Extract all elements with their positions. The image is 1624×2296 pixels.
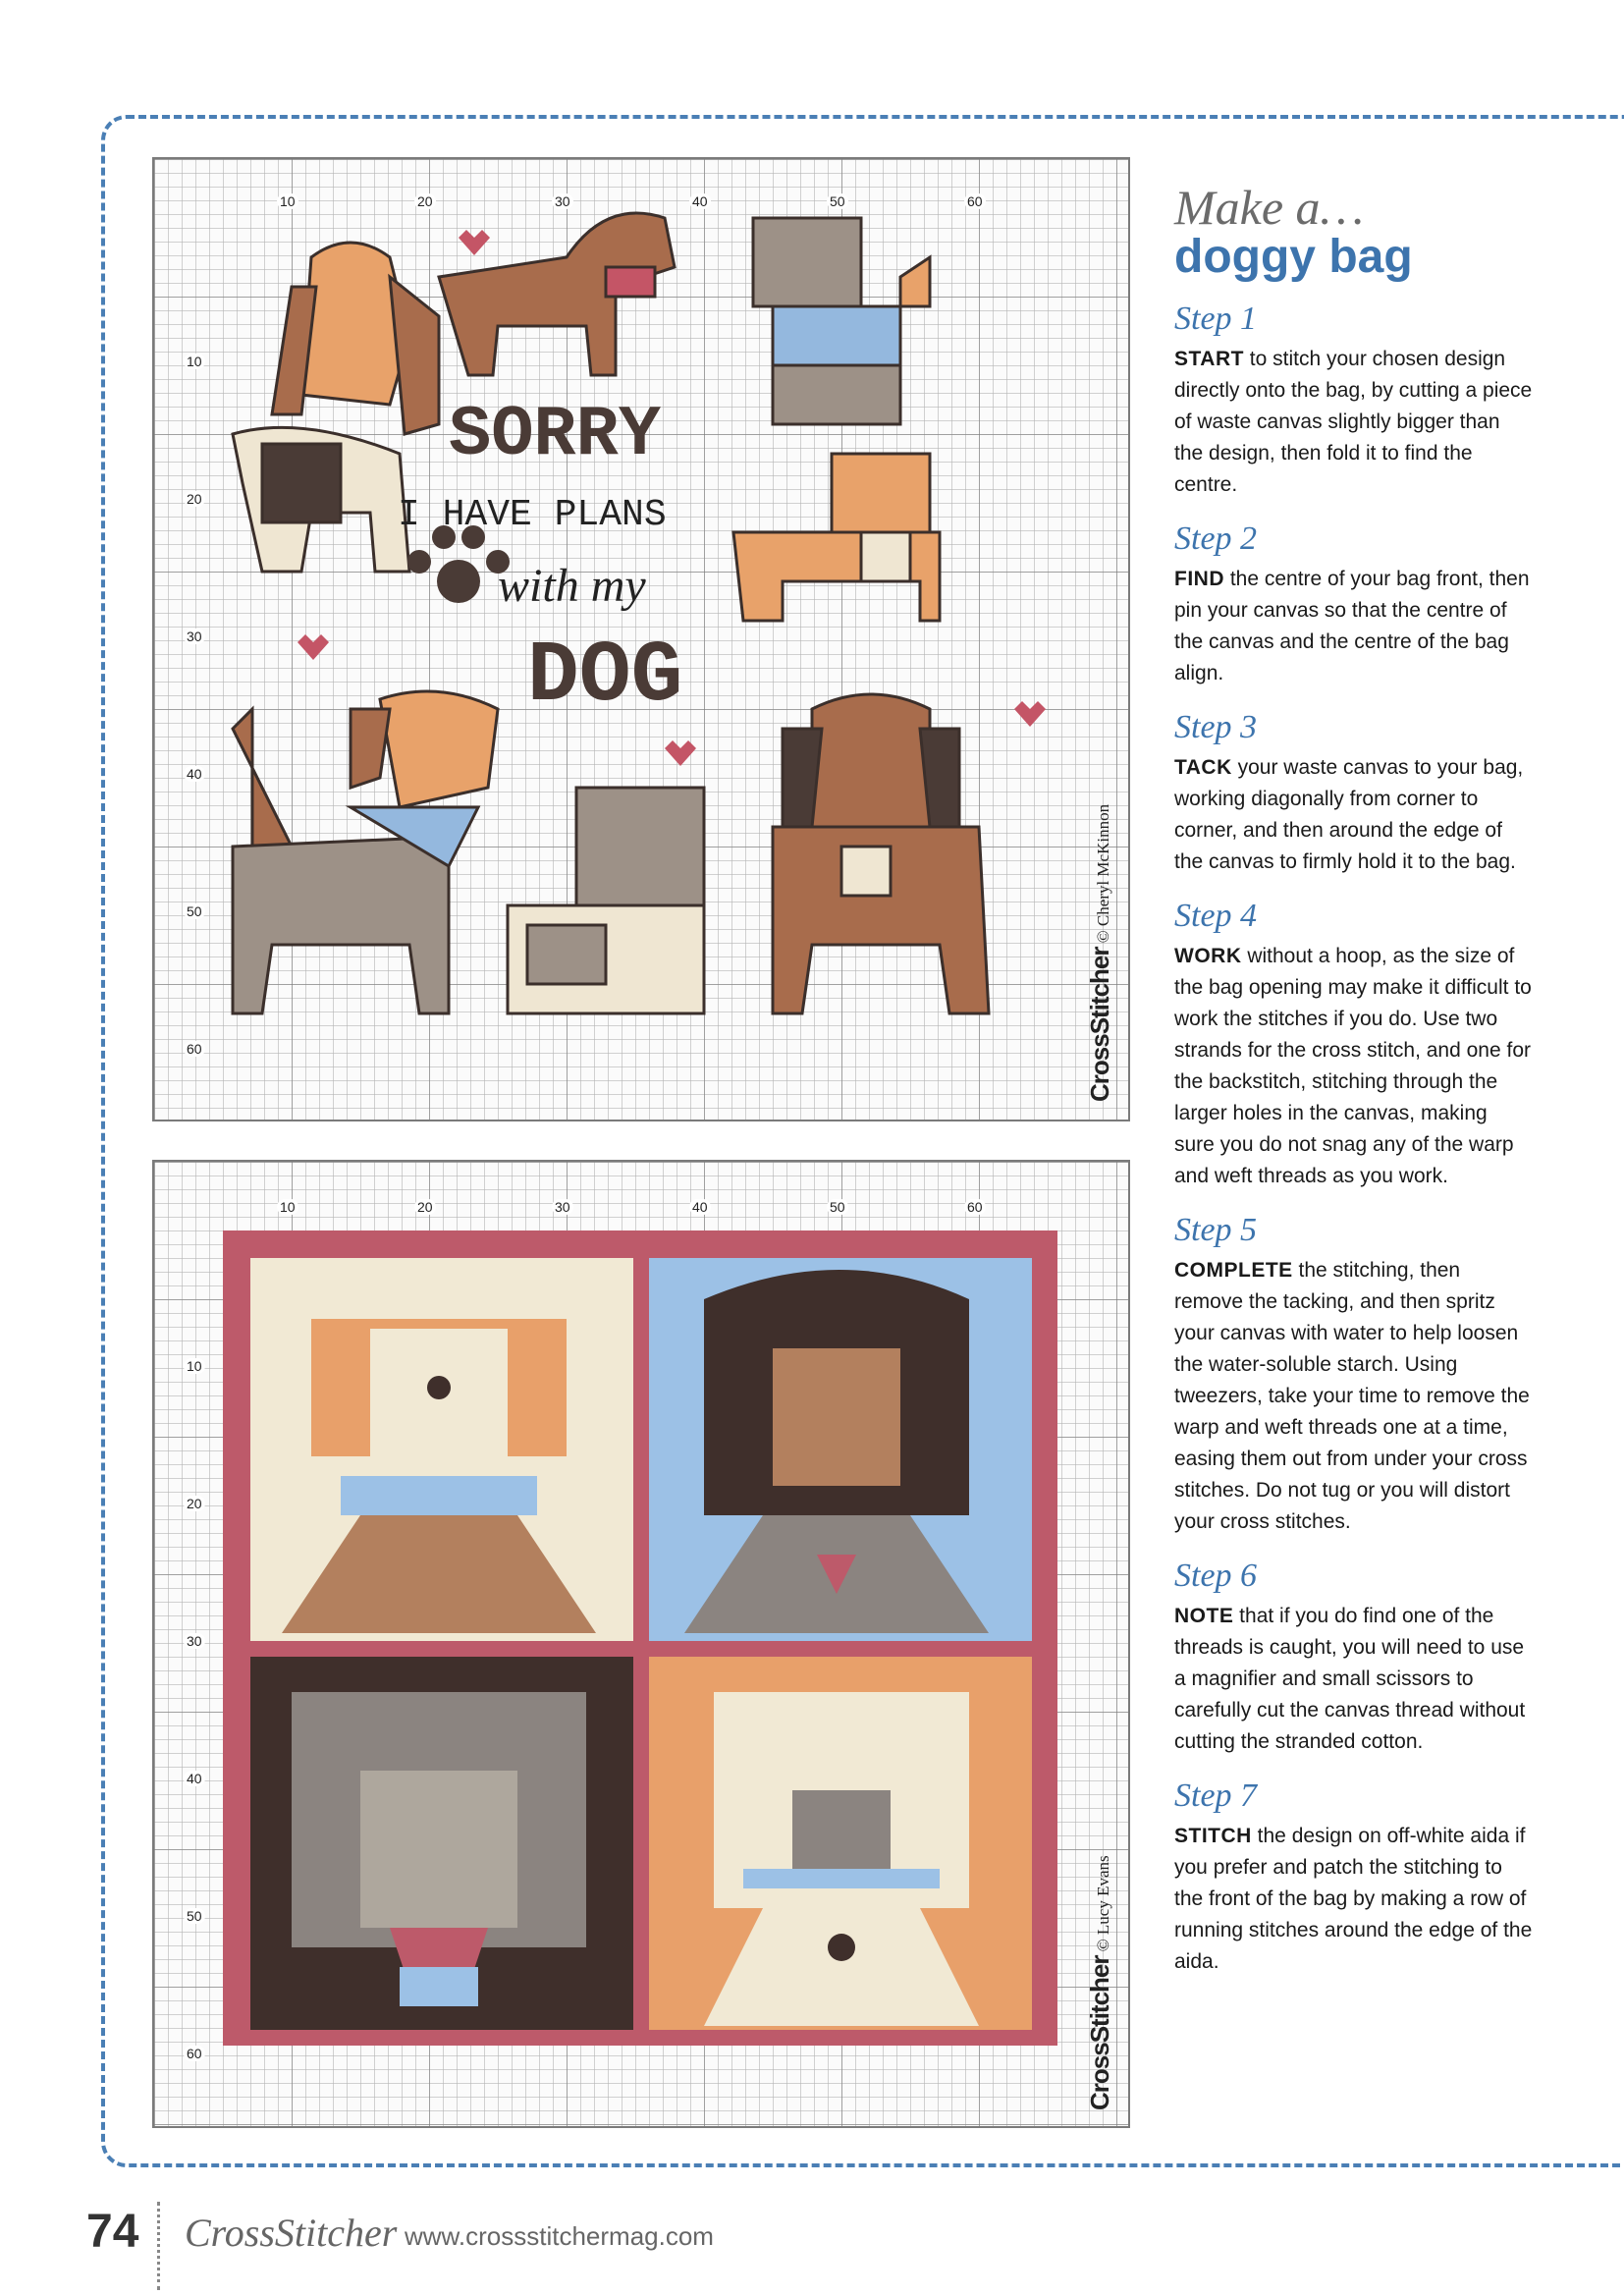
step-text: the centre of your bag front, then pin your canvas so that the centre of the canvas and the centre of the bag align. — [1174, 568, 1530, 684]
step-text: that if you do find one of the threads is caught, you will need to use a magnifier and small scissors to carefully cut the canvas thread without cutting the stranded cotton. — [1174, 1605, 1526, 1753]
page-number: 74 — [86, 2206, 139, 2258]
step-body — [1174, 752, 1533, 878]
step-body — [1174, 1601, 1533, 1758]
brown-dog — [773, 694, 989, 1013]
x-tick-label: 30 — [552, 193, 573, 209]
pug-dog — [753, 218, 930, 424]
step-body — [1174, 564, 1533, 689]
y-tick-label: 60 — [184, 1041, 205, 1057]
step-7 — [1174, 1776, 1533, 1978]
x-tick-label: 10 — [277, 193, 298, 209]
credit-designer: © Lucy Evans — [1094, 1855, 1112, 1952]
x-tick-label: 60 — [964, 1199, 986, 1215]
step-lead: FIND — [1174, 568, 1224, 590]
dachshund-dog — [439, 213, 675, 375]
y-tick-label: 30 — [184, 1633, 205, 1649]
x-tick-label: 40 — [689, 1199, 711, 1215]
y-tick-label: 40 — [184, 1771, 205, 1786]
step-title: Step 2 — [1174, 520, 1258, 557]
step-6 — [1174, 1556, 1533, 1758]
step-title: Step 7 — [1174, 1777, 1258, 1814]
y-tick-label: 10 — [184, 354, 205, 369]
chart-credit — [1085, 1855, 1115, 2110]
chart-credit — [1085, 804, 1115, 1102]
step-text: the stitching, then remove the tacking, and then spritz your canvas with water to help loosen the water-soluble starch. Using tweezers, take your time to remove the warp and weft threads one at a time, easing them out from under your cross stitches. Do not tug or you will distort your cross stitches. — [1174, 1259, 1530, 1533]
y-tick-label: 20 — [184, 491, 205, 507]
x-tick-label: 60 — [964, 193, 986, 209]
y-tick-label: 20 — [184, 1496, 205, 1511]
step-body — [1174, 1255, 1533, 1538]
spotted-dog — [233, 691, 498, 1013]
credit-designer: © Cheryl McKinnon — [1094, 803, 1112, 944]
step-title: Step 4 — [1174, 898, 1258, 934]
step-lead: STITCH — [1174, 1825, 1252, 1847]
step-4 — [1174, 896, 1533, 1192]
text-dog: DOG — [527, 629, 683, 726]
step-title: Step 5 — [1174, 1212, 1258, 1248]
step-title: Step 6 — [1174, 1558, 1258, 1594]
step-body — [1174, 941, 1533, 1192]
chart1-artwork — [154, 159, 1128, 1120]
footer-divider — [157, 2202, 160, 2290]
credit-brand: CrossStitcher — [1085, 947, 1114, 1102]
step-body — [1174, 344, 1533, 501]
chart2-artwork — [154, 1162, 1128, 2126]
y-tick-label: 50 — [184, 903, 205, 919]
text-plans: I HAVE PLANS — [398, 494, 667, 536]
x-tick-label: 10 — [277, 1199, 298, 1215]
step-lead: NOTE — [1174, 1605, 1234, 1627]
x-tick-label: 50 — [827, 193, 848, 209]
step-text: without a hoop, as the size of the bag opening may make it difficult to work the stitches if you do. Use two strands for the cross stitch, and one for the backstitch, stitching through the larger holes in the canvas, making sure you do not snag any of the warp and weft threads as you work. — [1174, 945, 1532, 1187]
chart-dog-portraits — [152, 1160, 1130, 2128]
x-tick-label: 40 — [689, 193, 711, 209]
x-tick-label: 50 — [827, 1199, 848, 1215]
westie-dog — [704, 1692, 979, 2026]
y-tick-label: 40 — [184, 766, 205, 782]
step-2 — [1174, 519, 1533, 689]
step-3 — [1174, 707, 1533, 878]
website-url[interactable]: www.crossstitchermag.com — [405, 2221, 714, 2251]
step-lead: START — [1174, 348, 1244, 370]
step-1 — [1174, 299, 1533, 501]
paw-print-icon — [407, 525, 510, 603]
heading-doggy-bag: doggy bag — [1174, 231, 1413, 283]
y-tick-label: 30 — [184, 629, 205, 644]
magazine-logo: CrossStitcher — [185, 2211, 398, 2255]
step-lead: WORK — [1174, 945, 1242, 967]
text-sorry: SORRY — [449, 395, 662, 475]
step-text: to stitch your chosen design directly onto the bag, by cutting a piece of waste canvas slightly bigger than the design, then fold it to find the centre. — [1174, 348, 1533, 496]
text-with-my: with my — [498, 560, 646, 612]
bulldog-dog — [508, 788, 704, 1013]
x-tick-label: 30 — [552, 1199, 573, 1215]
step-body — [1174, 1821, 1533, 1978]
x-tick-label: 20 — [414, 193, 436, 209]
black-spaniel-dog — [684, 1270, 989, 1633]
y-tick-label: 60 — [184, 2046, 205, 2061]
step-5 — [1174, 1210, 1533, 1538]
step-text: the design on off-white aida if you prefer and patch the stitching to the front of the bag by making a row of running stitches around the edge of the aida. — [1174, 1825, 1533, 1973]
y-tick-label: 10 — [184, 1358, 205, 1374]
step-title: Step 3 — [1174, 709, 1258, 745]
step-title: Step 1 — [1174, 301, 1258, 337]
step-lead: COMPLETE — [1174, 1259, 1293, 1282]
heading-make-a: Make a… — [1174, 180, 1364, 235]
step-lead: TACK — [1174, 756, 1232, 779]
credit-brand: CrossStitcher — [1085, 1955, 1114, 2110]
instructions-sidebar — [1174, 177, 1533, 1995]
step-text: your waste canvas to your bag, working diagonally from corner to corner, and then around the edge of the canvas to firmly hold it to the bag. — [1174, 756, 1524, 873]
corgi-dog — [733, 454, 940, 621]
chart-dogs-sorry — [152, 157, 1130, 1121]
y-tick-label: 50 — [184, 1908, 205, 1924]
x-tick-label: 20 — [414, 1199, 436, 1215]
